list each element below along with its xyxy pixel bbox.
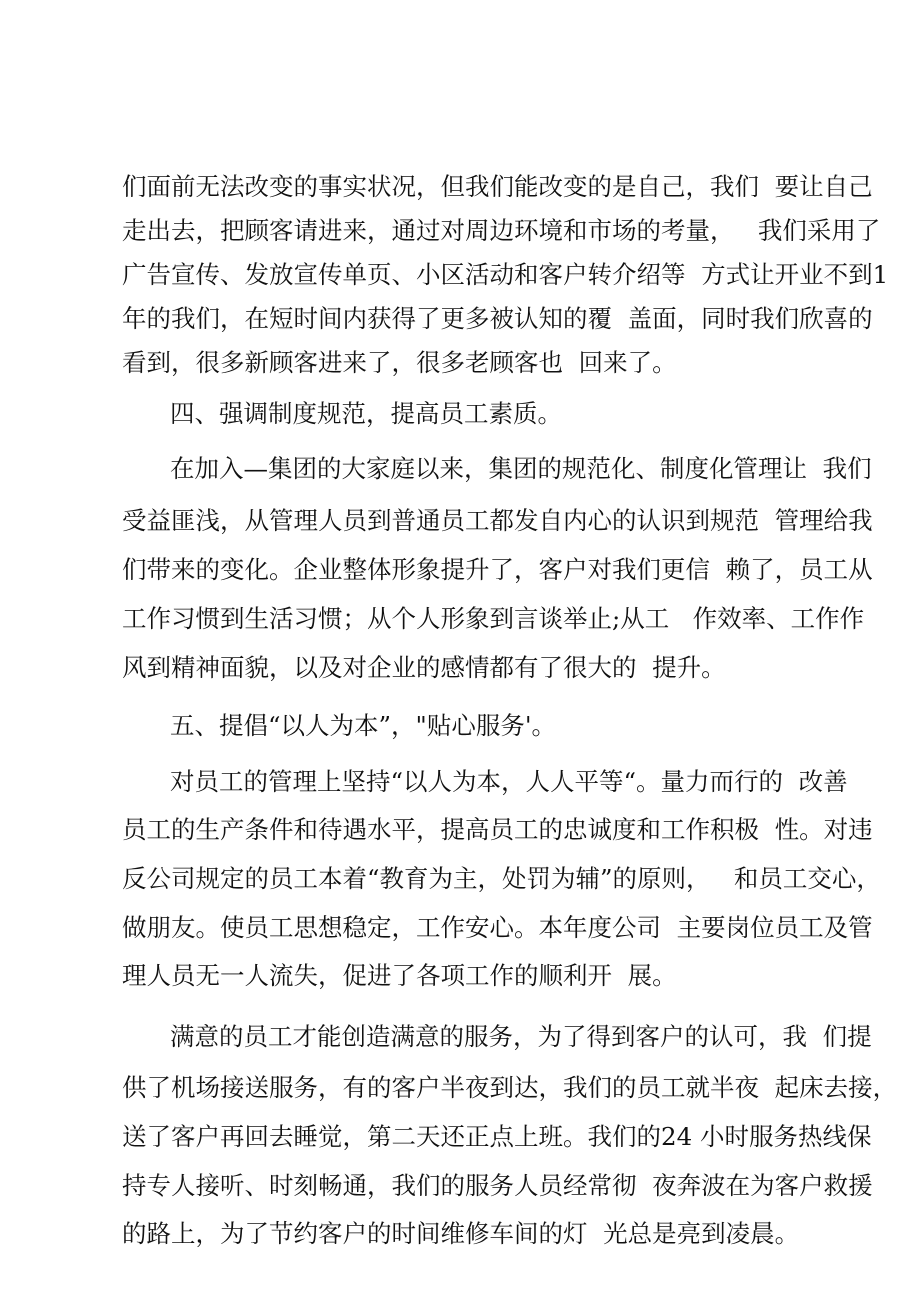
- text-line: 反公司规定的员工本着“教育为主，处罚为辅”的原则， 和员工交心，: [122, 864, 881, 893]
- text-line: 员工的生产条件和待遇水平，提高员工的忠诚度和工作积极 性。对违: [122, 815, 873, 844]
- text-line: 广告宣传、发放宣传单页、小区活动和客户转介绍等 方式让开业不到1: [122, 260, 889, 289]
- text-line: 受益匪浅，从管理人员到普通员工都发自内心的认识到规范 管理给我: [122, 506, 873, 535]
- text-line: 风到精神面貌，以及对企业的感情都有了很大的 提升。: [122, 653, 726, 682]
- text-line: 送了客户再回去睡觉，第二天还正点上班。我们的24 小时服务热线保: [122, 1122, 872, 1151]
- text-line: 理人员无一人流失，促进了各项工作的顺利开 展。: [122, 961, 677, 990]
- text-line: 满意的员工才能创造满意的服务，为了得到客户的认可，我 们提: [170, 1022, 872, 1051]
- heading-line: 四、强调制度规范，提高员工素质。: [170, 399, 562, 428]
- text-line: 持专人接听、时刻畅通，我们的服务人员经常彻 夜奔波在为客户救援: [122, 1171, 873, 1200]
- text-line: 年的我们，在短时间内获得了更多被认知的覆 盖面，同时我们欣喜的: [122, 304, 873, 333]
- text-line: 的路上，为了节约客户的时间维修车间的灯 光总是亮到凌晨。: [122, 1219, 800, 1248]
- heading-line: 五、提倡“以人为本”，"贴心服务'。: [170, 711, 557, 740]
- text-line: 们带来的变化。企业整体形象提升了，客户对我们更信 赖了，员工从: [122, 555, 873, 584]
- text-line: 们面前无法改变的事实状况，但我们能改变的是自己，我们 要让自己: [122, 172, 873, 201]
- text-line: 供了机场接送服务，有的客户半夜到达，我们的员工就半夜 起床去接，: [122, 1073, 898, 1102]
- text-line: 看到，很多新顾客进来了，很多老顾客也 回来了。: [122, 348, 677, 377]
- text-line: 做朋友。使员工思想稳定，工作安心。本年度公司 主要岗位员工及管: [122, 913, 873, 942]
- text-line: 在加入—集团的大家庭以来，集团的规范化、制度化管理让 我们: [170, 454, 872, 483]
- text-line: 对员工的管理上坚持“以人为本，人人平等“。量力而行的 改善: [170, 767, 848, 796]
- text-line: 工作习惯到生活习惯；从个人形象到言谈举止;从工 作效率、工作作: [122, 604, 865, 633]
- text-line: 走出去，把顾客请进来，通过对周边环境和市场的考量， 我们采用了: [122, 216, 881, 245]
